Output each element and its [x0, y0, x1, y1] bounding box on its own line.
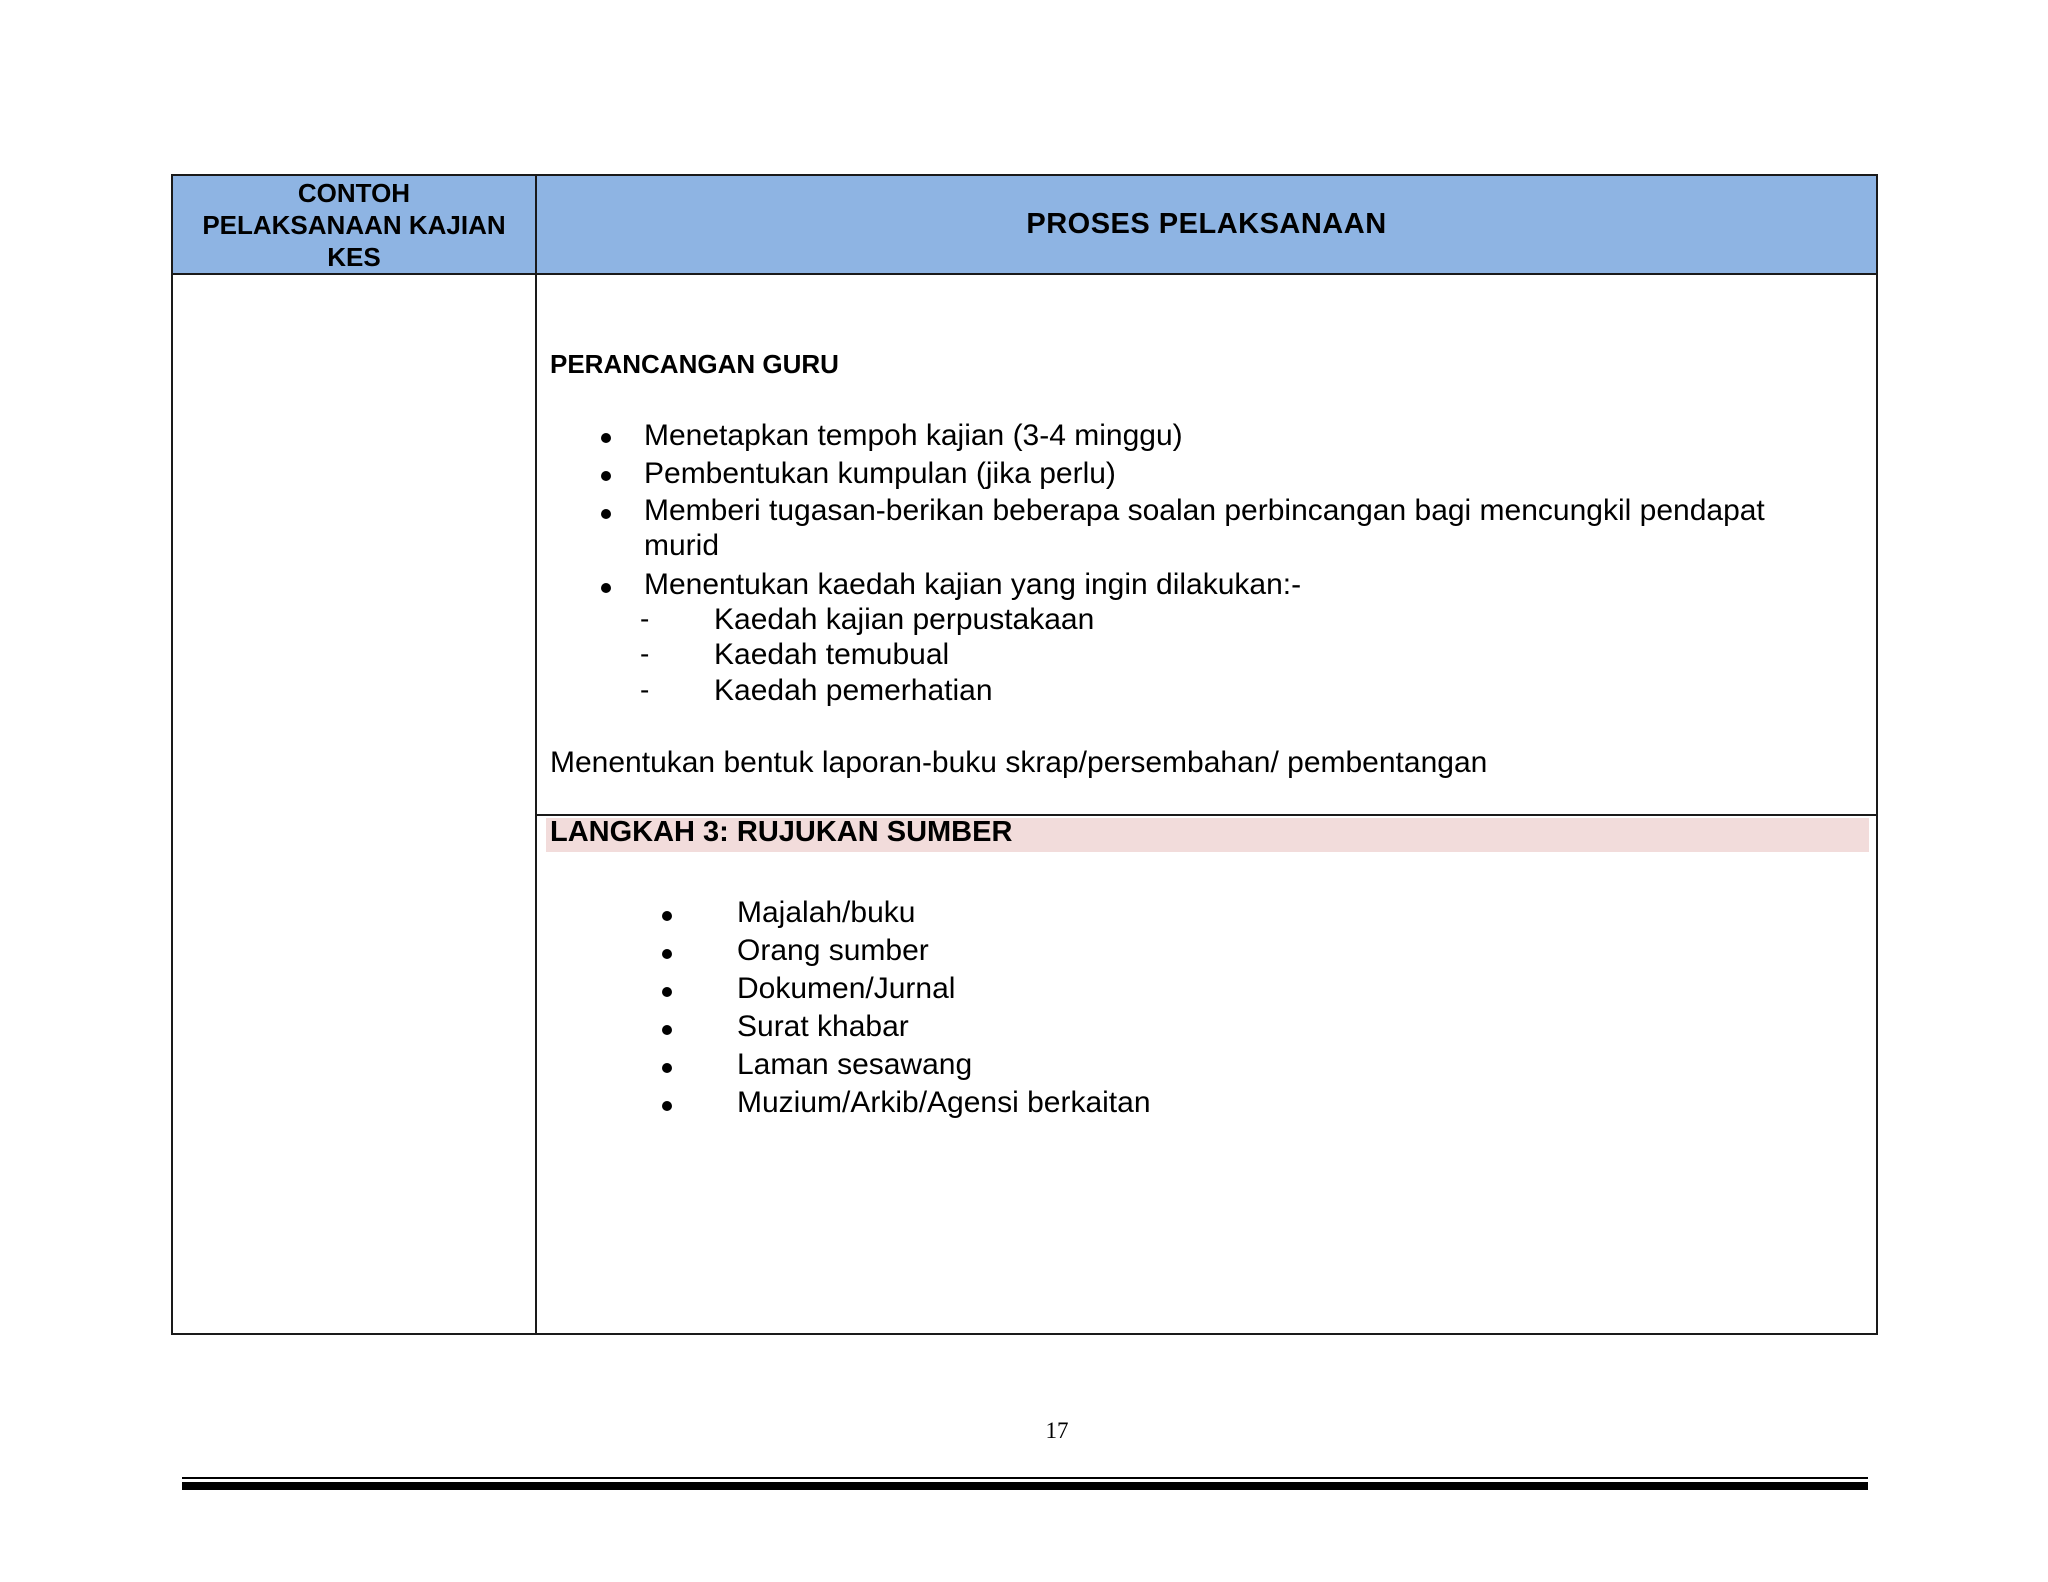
planning-bullet-3: Memberi tugasan-berikan beberapa soalan perbincangan bagi mencungkil pendapat [644, 494, 1765, 527]
column-divider [535, 176, 537, 1333]
footer-rule-thin [182, 1477, 1868, 1479]
bullet-icon [601, 509, 611, 519]
header-example-line-1: CONTOH [297, 177, 411, 208]
method-item-1: Kaedah kajian perpustakaan [714, 603, 1095, 636]
source-item-4: Surat khabar [737, 1010, 909, 1043]
source-item-1: Majalah/buku [737, 896, 916, 929]
report-format-text: Menentukan bentuk laporan-buku skrap/persembahan/ pembentangan [550, 746, 1488, 779]
bullet-icon [662, 987, 672, 997]
bullet-icon [662, 1063, 672, 1073]
bullet-icon [601, 583, 611, 593]
source-item-3: Dokumen/Jurnal [737, 972, 956, 1005]
dash-marker: - [640, 603, 650, 634]
dash-marker: - [640, 638, 650, 669]
planning-bullet-1: Menetapkan tempoh kajian (3-4 minggu) [644, 419, 1183, 452]
section-title-perancangan: PERANCANGAN GURU [550, 349, 839, 379]
bullet-icon [662, 1101, 672, 1111]
header-process-column: PROSES PELAKSANAAN [1026, 208, 1387, 240]
bullet-icon [601, 471, 611, 481]
planning-bullet-3-continued: murid [644, 529, 720, 562]
method-item-3: Kaedah pemerhatian [714, 674, 993, 707]
header-example-column [173, 176, 535, 273]
dash-marker: - [640, 674, 650, 705]
page-number: 17 [1045, 1418, 1069, 1443]
method-item-2: Kaedah temubual [714, 638, 950, 671]
bullet-icon [662, 949, 672, 959]
planning-bullet-2: Pembentukan kumpulan (jika perlu) [644, 457, 1116, 490]
table-header-row [173, 176, 1876, 275]
header-example-line-2: PELAKSANAAN KAJIAN [202, 209, 506, 240]
bullet-icon [662, 911, 672, 921]
header-example-line-3: KES [327, 241, 381, 272]
footer-rule-thick [182, 1482, 1868, 1490]
source-item-5: Laman sesawang [737, 1048, 973, 1081]
planning-bullet-4: Menentukan kaedah kajian yang ingin dilakukan:- [644, 568, 1302, 601]
source-item-6: Muzium/Arkib/Agensi berkaitan [737, 1086, 1151, 1119]
source-item-2: Orang sumber [737, 934, 929, 967]
content-table [171, 174, 1878, 1335]
bullet-icon [601, 433, 611, 443]
bullet-icon [662, 1025, 672, 1035]
step-heading-title: LANGKAH 3: RUJUKAN SUMBER [550, 816, 1013, 848]
